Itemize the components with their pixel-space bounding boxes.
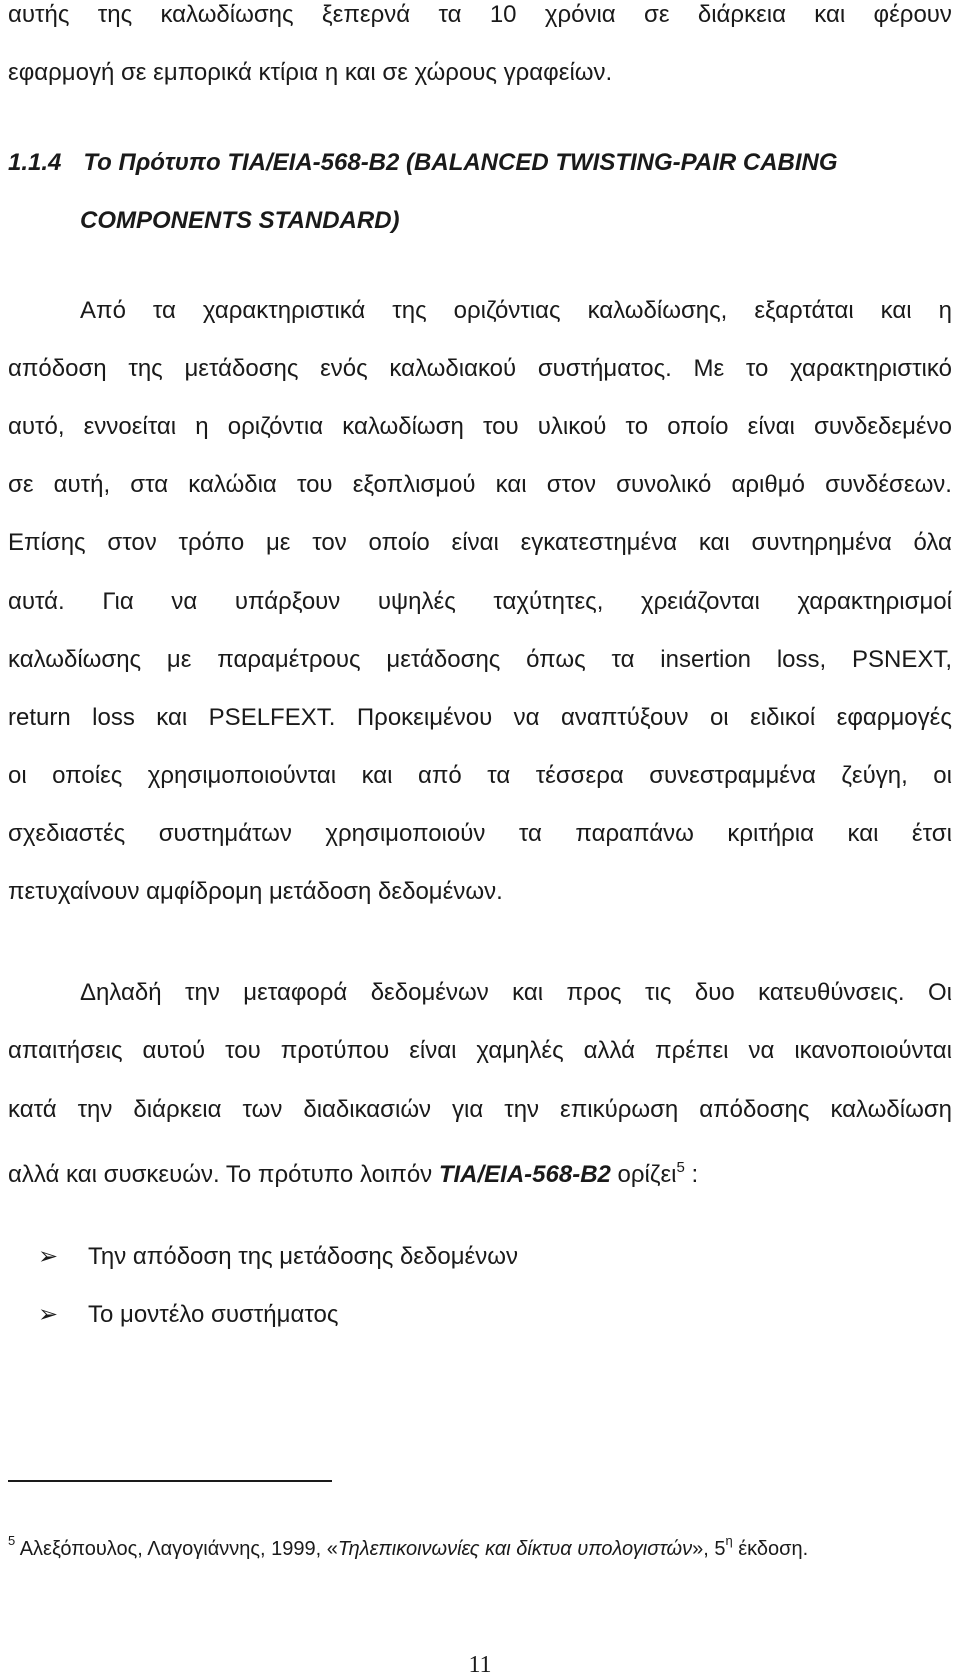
footnote: $^5$ Αλεξόπουλος, Λαγογιάννης, 1999, «Τηλεπικοινωνίες και δίκτυα υπολογιστών», $5^\eta$ έκδοση. [8,1533,809,1560]
section-number: 1.1.4 [8,149,62,176]
text-line: αυτά. Για να υπάρξουν υψηλές ταχύτητες, χρειάζονται χαρακτηρισμοί [8,588,952,615]
text-line: απαιτήσεις αυτού του προτύπου είναι χαμηλές αλλά πρέπει να ικανοποιούνται [8,1037,952,1064]
text-line: Δηλαδή την μεταφορά δεδομένων και προς τις δυο κατευθύνσεις. Οι [80,979,952,1006]
bullet-arrow-icon: ➢ [38,1301,59,1328]
bullet-arrow-icon: ➢ [38,1243,59,1270]
footnote-marker: 5 [8,1533,16,1548]
text-line: εφαρμογή σε εμπορικά κτίρια η και σε χώρους γραφείων. [8,59,613,86]
footnote-separator [8,1480,332,1482]
text-line: σχεδιαστές συστημάτων χρησιμοποιούν τα παραπάνω κριτήρια και έτσι [8,820,952,847]
text-line: καλωδίωσης με παραμέτρους μετάδοσης όπως τα insertion loss, PSNEXT, [8,646,952,673]
text-line: αυτής της καλωδίωσης ξεπερνά τα 10 χρόνια σε διάρκεια και φέρουν [8,1,952,28]
section-heading-line2: COMPONENTS STANDARD) [80,207,400,234]
bullet-item: Την απόδοση της μετάδοσης δεδομένων [88,1243,518,1270]
text-line: κατά την διάρκεια των διαδικασιών για την επικύρωση απόδοσης καλωδίωση [8,1096,952,1123]
text-line: οι οποίες χρησιμοποιούνται και από τα τέσσερα συνεστραμμένα ζεύγη, οι [8,762,952,789]
book-title: Τηλεπικοινωνίες και δίκτυα υπολογιστών [337,1538,693,1560]
paragraph-2-last-line: αλλά και συσκευών. Το πρότυπο λοιπόν TIA/EIA-568-B2 ορίζει$^5$ : [8,1159,699,1188]
page-number: 11 [468,1652,492,1678]
text-line: Επίσης στον τρόπο με τον οποίο είναι εγκατεστημένα και συντηρημένα όλα [8,529,952,556]
text-line: πετυχαίνουν αμφίδρομη μετάδοση δεδομένων. [8,878,503,905]
text-line: αυτό, εννοείται η οριζόντια καλωδίωση του υλικού το οποίο είναι συνδεδεμένο [8,413,952,440]
standard-name: TIA/EIA-568-B2 [438,1161,611,1188]
section-title: Το Πρότυπο TIA/EIA-568-B2 (BALANCED TWISTING-PAIR CABING [83,149,838,176]
text-line: return loss και PSELFEXT. Προκειμένου να αναπτύξουν οι ειδικοί εφαρμογές [8,704,952,731]
text-line: σε αυτή, στα καλώδια του εξοπλισμού και στον συνολικό αριθμό συνδέσεων. [8,471,952,498]
text-line: απόδοση της μετάδοσης ενός καλωδιακού συστήματος. Με το χαρακτηριστικό [8,355,952,382]
text-line: Από τα χαρακτηριστικά της οριζόντιας καλωδίωσης, εξαρτάται και η [80,297,952,324]
footnote-ref: 5 [676,1159,685,1176]
bullet-item: Το μοντέλο συστήματος [88,1301,339,1328]
section-heading-line1 [8,148,838,178]
